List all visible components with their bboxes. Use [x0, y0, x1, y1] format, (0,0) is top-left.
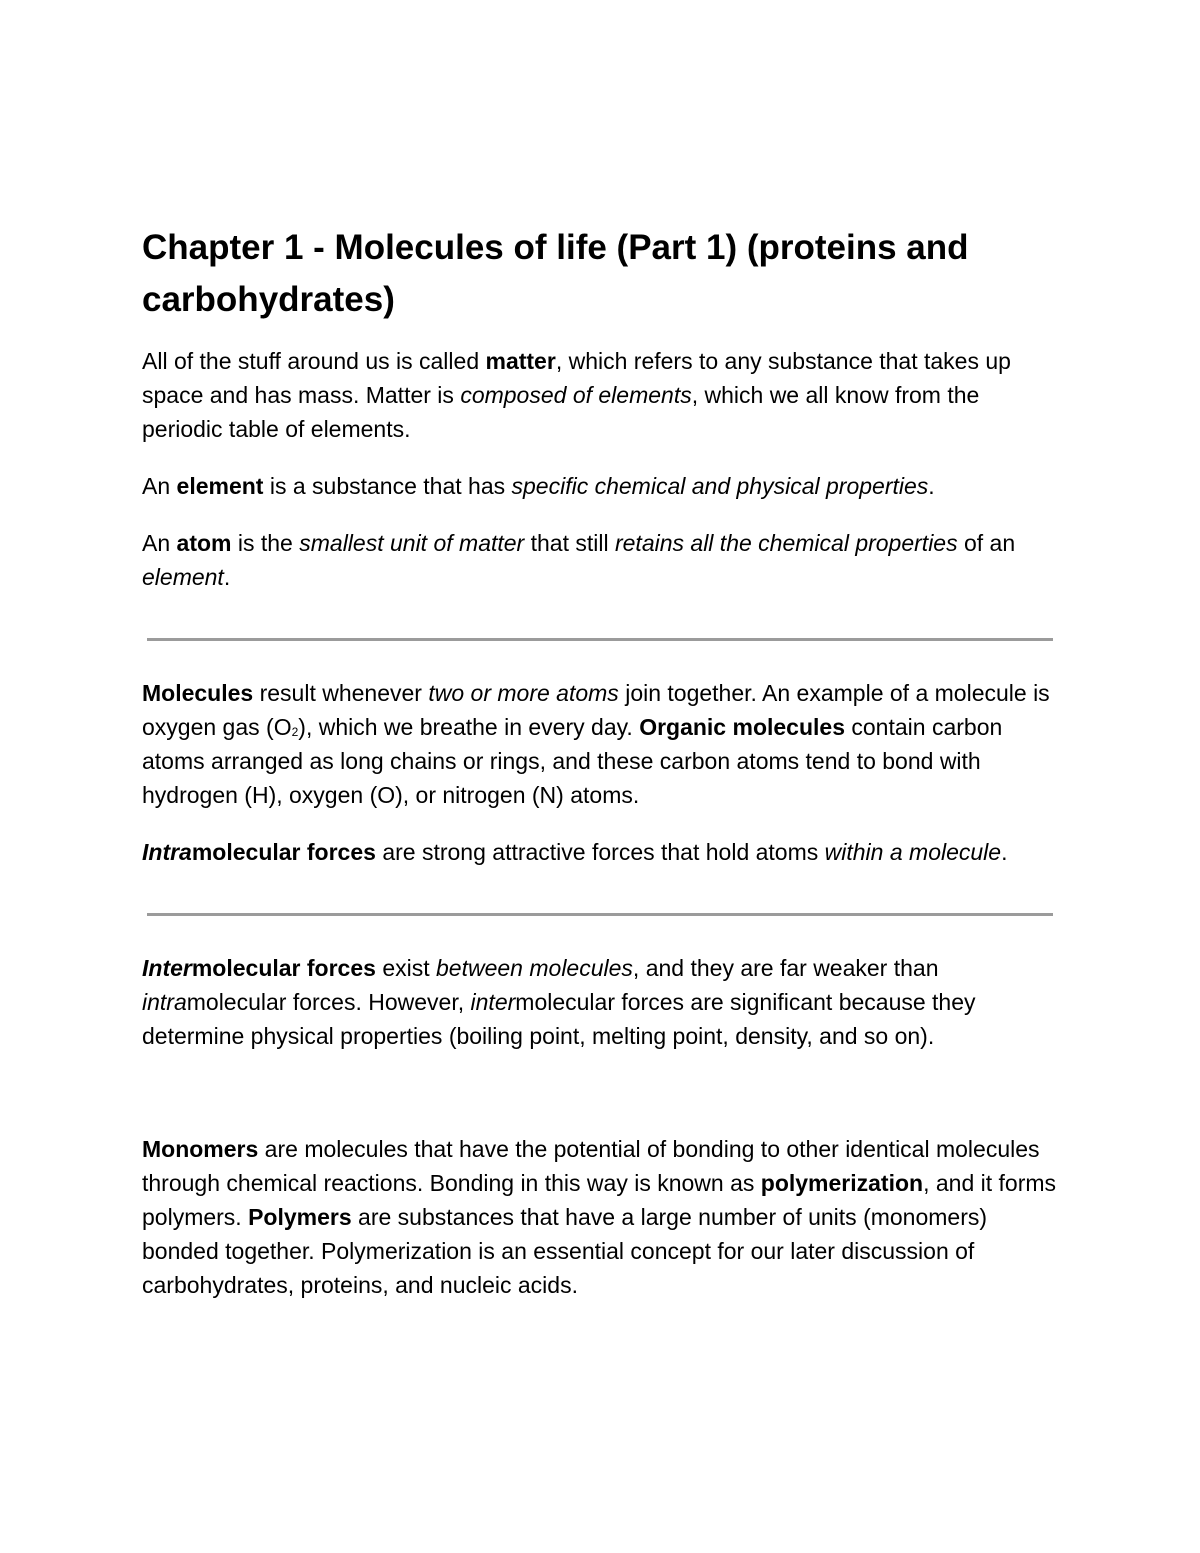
paragraph-atom: An atom is the smallest unit of matter that still retains all the chemical properties of an element. [142, 530, 1016, 590]
paragraph-monomers: Monomers are molecules that have the potential of bonding to other identical molecules through chemical reactions. Bonding in this way is known as polymerization, and it forms polymers. Polymers are substances that have a large number of units (monomers) bonded together. Polymerization is an essential concept for our later discussion of carbohydrates, proteins, and nucleic acids. [142, 1136, 1057, 1298]
paragraph-matter: All of the stuff around us is called matter, which refers to any substance that takes up space and has mass. Matter is composed of elements, which we all know from the periodic table of elements. [142, 348, 1011, 442]
paragraph-intramolecular: Intramolecular forces are strong attractive forces that hold atoms within a molecule. [142, 839, 1008, 865]
chapter-title: Chapter 1 - Molecules of life (Part 1) (proteins and carbohydrates) [142, 228, 969, 319]
paragraph-element: An element is a substance that has specific chemical and physical properties. [142, 473, 935, 499]
section-divider [147, 638, 1053, 641]
document-page [142, 222, 1062, 1302]
section-divider [147, 913, 1053, 916]
paragraph-intermolecular: Intermolecular forces exist between molecules, and they are far weaker than intramolecular forces. However, intermolecular forces are significant because they determine physical properties (boiling point, melting point, density, and so on). [142, 955, 976, 1049]
paragraph-molecules: Molecules result whenever two or more atoms join together. An example of a molecule is oxygen gas $(O_2)$, which we breathe in every day. Organic molecules contain carbon atoms arranged as long chains or rings, and these carbon atoms tend to bond with hydrogen (H), oxygen (O), or nitrogen (N) atoms. [142, 680, 1050, 808]
